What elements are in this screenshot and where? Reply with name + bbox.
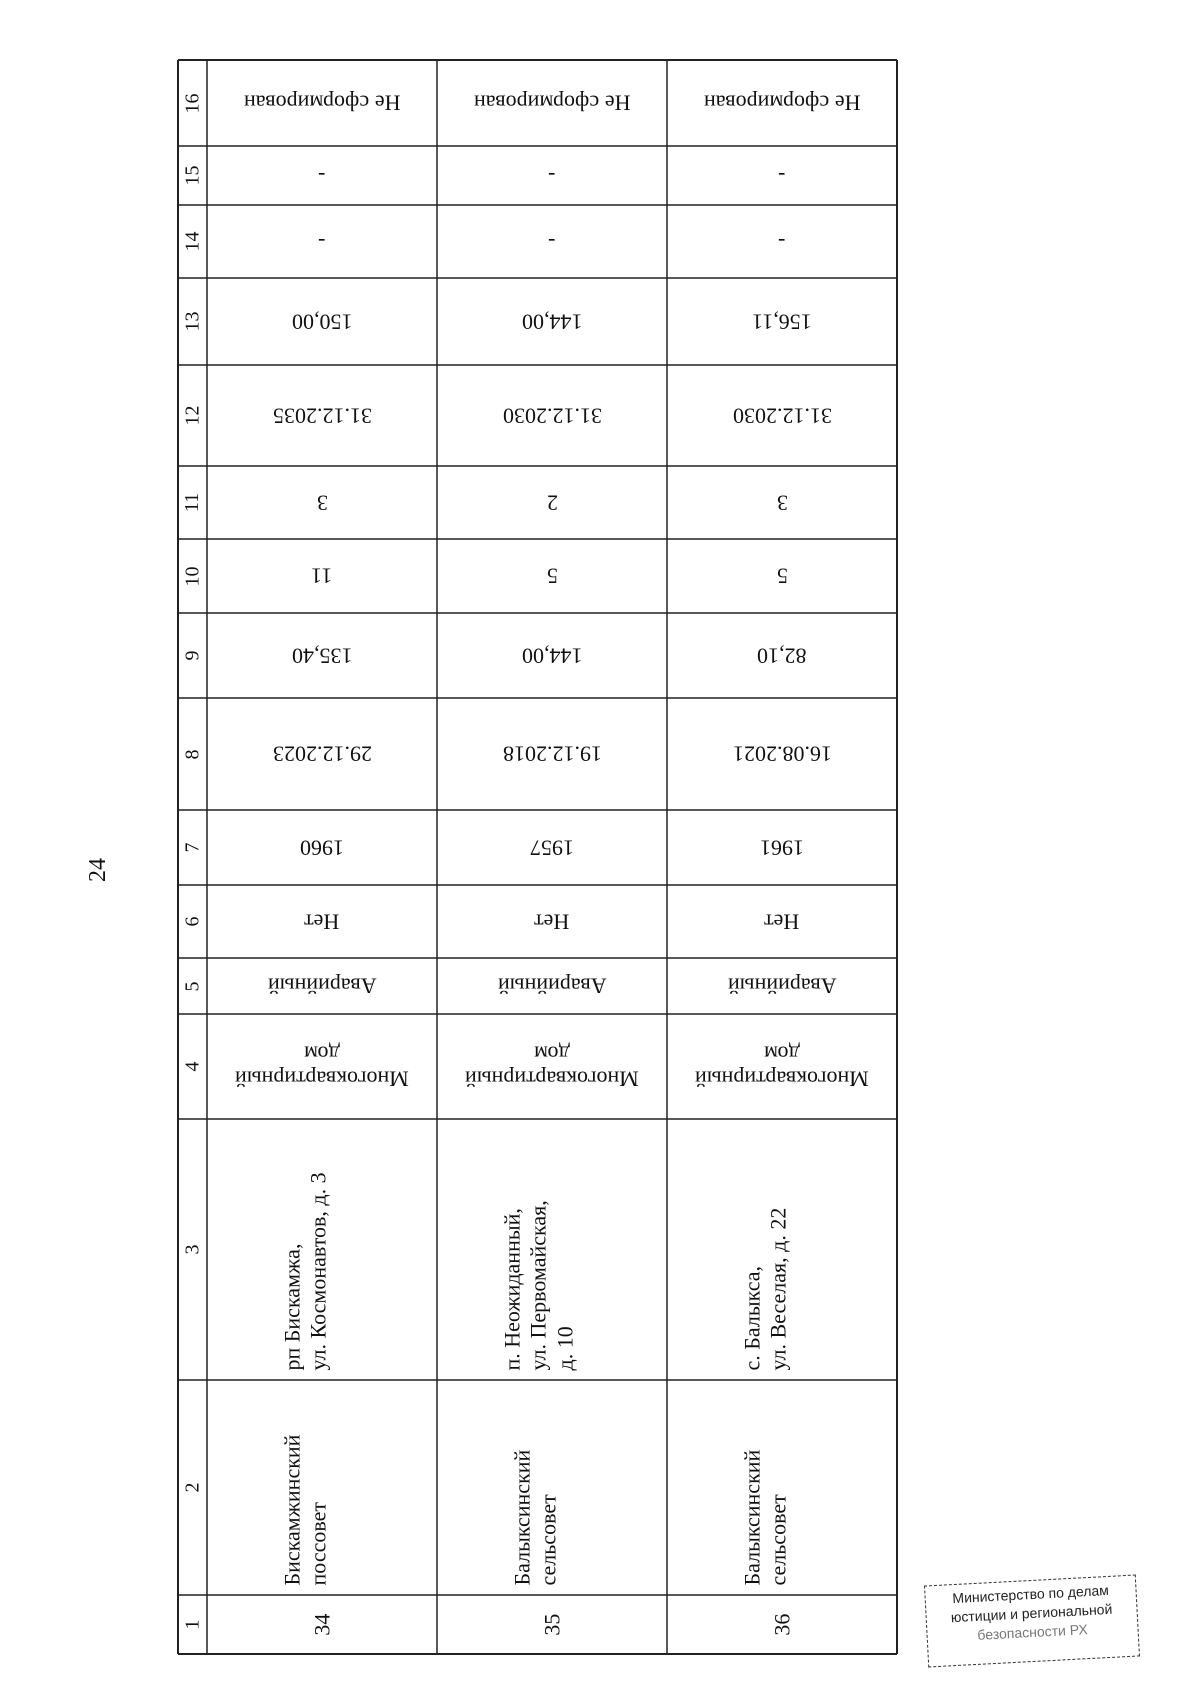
- cell-value: 2: [546, 490, 558, 516]
- header-number: 7: [181, 842, 203, 853]
- header-col-8: [178, 698, 207, 810]
- cell-col-8: [207, 698, 437, 810]
- cell-value: Нет: [304, 909, 340, 935]
- cell-col-11: [437, 466, 667, 539]
- cell-col-7: [207, 810, 437, 885]
- header-number: 16: [181, 93, 203, 113]
- header-number: 13: [181, 311, 203, 332]
- cell-col-12: [207, 365, 437, 466]
- header-col-7: [178, 810, 207, 885]
- cell-col-6: [207, 885, 437, 958]
- cell-col-14: [667, 205, 897, 278]
- cell-value: 11: [311, 563, 333, 589]
- cell-col-11: [207, 466, 437, 539]
- cell-col-4: [667, 1014, 897, 1119]
- cell-col-12: [667, 365, 897, 466]
- cell-col-13: [437, 278, 667, 365]
- cell-value: 135,40: [291, 643, 353, 669]
- cell-col-8: [667, 698, 897, 810]
- cell-col-11: [667, 466, 897, 539]
- cell-value: Не сформирован: [473, 90, 631, 116]
- header-number: 4: [181, 1061, 203, 1072]
- cell-value: 19.12.2018: [502, 741, 602, 767]
- cell-value: 150,00: [291, 309, 353, 335]
- cell-value: Многоквартирный дом: [235, 1041, 409, 1092]
- header-number: 14: [181, 231, 203, 252]
- cell-value: 1960: [300, 835, 344, 861]
- header-col-9: [178, 613, 207, 698]
- row-number: 34: [309, 1613, 335, 1636]
- cell-value: -: [548, 229, 556, 255]
- cell-text: Бискамжинский поссовет: [279, 1434, 331, 1585]
- header-col-10: [178, 539, 207, 613]
- cell-col-6: [437, 885, 667, 958]
- header-number: 8: [181, 749, 203, 759]
- municipality-cell: [437, 1380, 667, 1595]
- cell-value: 144,00: [521, 643, 583, 669]
- cell-value: Многоквартирный дом: [465, 1041, 639, 1092]
- header-col-6: [178, 885, 207, 958]
- header-col-4: [178, 1014, 207, 1119]
- cell-col-14: [207, 205, 437, 278]
- cell-col-16: [207, 60, 437, 146]
- cell-value: Многоквартирный дом: [695, 1041, 869, 1092]
- cell-value: -: [548, 163, 556, 189]
- cell-value: 31.12.2030: [502, 403, 602, 429]
- cell-col-15: [437, 146, 667, 205]
- row-number: 36: [769, 1613, 795, 1636]
- cell-col-10: [437, 539, 667, 613]
- cell-col-5: [437, 958, 667, 1014]
- address-cell: [667, 1119, 897, 1380]
- header-number: 3: [181, 1244, 203, 1255]
- cell-value: 31.12.2035: [272, 403, 372, 429]
- header-number: 10: [181, 566, 203, 586]
- header-col-5: [178, 958, 207, 1014]
- header-col-2: [178, 1380, 207, 1595]
- cell-value: Нет: [534, 909, 570, 935]
- cell-col-4: [437, 1014, 667, 1119]
- cell-col-7: [667, 810, 897, 885]
- cell-col-10: [207, 539, 437, 613]
- cell-text: с. Балыкса, ул. Веселая, д. 22: [739, 1207, 791, 1370]
- row-number-cell: [667, 1595, 897, 1654]
- municipality-text: [677, 1390, 887, 1585]
- cell-value: Аварийный: [497, 973, 607, 999]
- page-number: 24: [85, 858, 111, 882]
- municipality-text: [217, 1390, 427, 1585]
- cell-value: 5: [776, 563, 788, 589]
- municipality-text: [447, 1390, 657, 1585]
- cell-col-5: [667, 958, 897, 1014]
- cell-col-7: [437, 810, 667, 885]
- header-col-14: [178, 205, 207, 278]
- cell-col-9: [667, 613, 897, 698]
- header-number: 6: [181, 916, 203, 927]
- header-number: 1: [181, 1619, 203, 1630]
- cell-value: Аварийный: [267, 973, 377, 999]
- cell-col-6: [667, 885, 897, 958]
- cell-text: Балыксинский сельсовет: [509, 1449, 561, 1585]
- cell-value: 82,10: [757, 643, 807, 669]
- header-number: 11: [180, 492, 203, 513]
- header-number: 2: [181, 1482, 203, 1493]
- address-text: [677, 1129, 887, 1370]
- header-col-1: [178, 1595, 207, 1654]
- address-cell: [207, 1119, 437, 1380]
- cell-col-14: [437, 205, 667, 278]
- address-text: [447, 1129, 657, 1370]
- cell-value: 1957: [530, 835, 574, 861]
- cell-col-4: [207, 1014, 437, 1119]
- cell-value: 5: [546, 563, 558, 589]
- cell-value: 16.08.2021: [732, 741, 832, 767]
- header-col-16: [178, 60, 207, 146]
- cell-text: п. Неожиданный, ул. Первомайская, д. 10: [499, 1199, 577, 1370]
- cell-value: 3: [316, 490, 328, 516]
- header-number: 9: [181, 650, 203, 661]
- cell-value: -: [318, 229, 326, 255]
- ministry-stamp: [924, 1575, 1140, 1668]
- cell-col-15: [207, 146, 437, 205]
- header-col-11: [178, 466, 207, 539]
- cell-value: 3: [776, 490, 788, 516]
- address-text: [217, 1129, 427, 1370]
- cell-value: Не сформирован: [243, 90, 401, 116]
- cell-value: 144,00: [521, 309, 583, 335]
- header-col-13: [178, 278, 207, 365]
- header-col-3: [178, 1119, 207, 1380]
- header-number: 12: [181, 405, 203, 426]
- municipality-cell: [207, 1380, 437, 1595]
- cell-text: Балыксинский сельсовет: [739, 1449, 791, 1585]
- cell-col-5: [207, 958, 437, 1014]
- cell-text: рп Бискамжа, ул. Космонавтов, д. 3: [279, 1171, 331, 1370]
- row-number-cell: [437, 1595, 667, 1654]
- header-col-15: [178, 146, 207, 205]
- cell-value: Нет: [764, 909, 800, 935]
- cell-value: -: [318, 163, 326, 189]
- cell-col-10: [667, 539, 897, 613]
- cell-value: Не сформирован: [703, 90, 861, 116]
- cell-col-15: [667, 146, 897, 205]
- row-number-cell: [207, 1595, 437, 1654]
- header-number: 15: [181, 165, 203, 186]
- stamp-line-3: безопасности РХ: [976, 1621, 1089, 1643]
- address-cell: [437, 1119, 667, 1380]
- cell-col-13: [667, 278, 897, 365]
- stamp-line-2: юстиции и региональной: [950, 1600, 1113, 1626]
- row-number: 35: [539, 1613, 565, 1636]
- cell-value: 31.12.2030: [732, 403, 832, 429]
- cell-value: -: [778, 229, 786, 255]
- cell-col-12: [437, 365, 667, 466]
- cell-col-13: [207, 278, 437, 365]
- cell-col-9: [207, 613, 437, 698]
- cell-value: 29.12.2023: [272, 741, 372, 767]
- cell-col-8: [437, 698, 667, 810]
- municipality-cell: [667, 1380, 897, 1595]
- cell-col-16: [437, 60, 667, 146]
- cell-value: 1961: [760, 835, 804, 861]
- stamp-line-1: Министерство по делам: [951, 1581, 1110, 1607]
- cell-value: Аварийный: [727, 973, 837, 999]
- cell-col-9: [437, 613, 667, 698]
- header-number: 5: [181, 981, 203, 991]
- cell-col-16: [667, 60, 897, 146]
- header-col-12: [178, 365, 207, 466]
- cell-value: 156,11: [752, 309, 812, 335]
- cell-value: -: [778, 163, 786, 189]
